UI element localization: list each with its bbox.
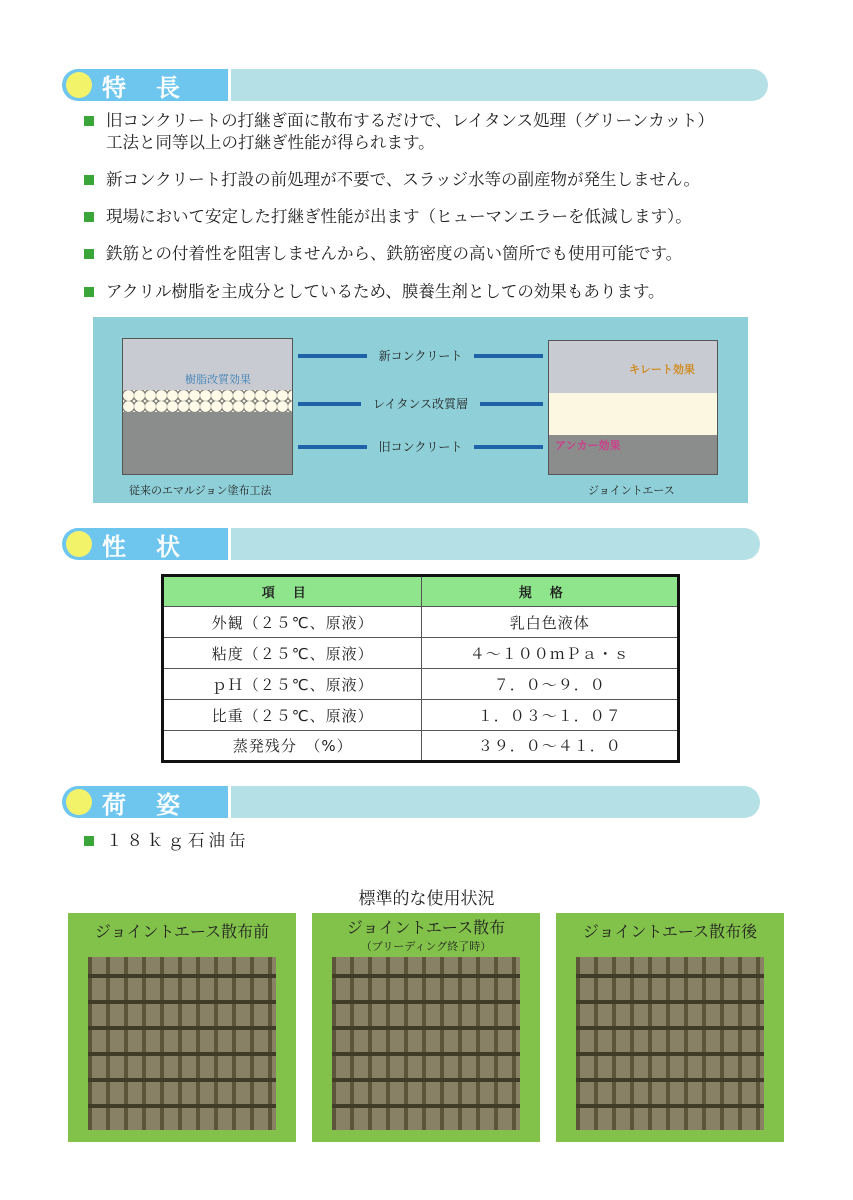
properties-table	[161, 574, 680, 763]
comparison-diagram	[93, 317, 748, 503]
packaging-text: １８ｋｇ石油缶	[106, 831, 250, 850]
feature-text: 鉄筋との付着性を阻害しませんから、鉄筋密度の高い箇所でも使用可能です。	[106, 244, 683, 263]
feature-item	[84, 243, 682, 265]
layer-new-concrete: 新コンクリート	[298, 347, 543, 364]
layer-laitance: レイタンス改質層	[298, 395, 543, 412]
jointace-panel	[548, 340, 718, 475]
packaging-item	[84, 830, 250, 852]
feature-item	[84, 110, 714, 154]
header-item: 項目	[163, 576, 422, 607]
usage-title: 標準的な使用状況	[358, 889, 495, 909]
rebar-photo	[576, 957, 764, 1130]
table-row	[163, 700, 679, 731]
right-caption: ジョイントエース	[588, 484, 675, 497]
feature-text: アクリル樹脂を主成分としているため、膜養生剤としての効果もあります。	[106, 282, 665, 301]
cell: 比重（２５℃、原液）	[163, 700, 422, 731]
circle-icon	[66, 789, 92, 815]
section-header-packaging	[62, 786, 760, 818]
section-title: 特長	[102, 73, 210, 102]
left-caption: 従来のエマルジョン塗布工法	[129, 484, 272, 497]
resin-effect-label: 樹脂改質効果	[185, 373, 251, 386]
feature-text: 新コンクリート打設の前処理が不要で、スラッジ水等の副産物が発生しません。	[106, 170, 700, 189]
feature-item	[84, 281, 665, 303]
header-spec: 規格	[422, 576, 679, 607]
bullet-icon	[84, 116, 94, 126]
feature-item	[84, 169, 700, 191]
bullet-icon	[84, 287, 94, 297]
table-row	[163, 731, 679, 762]
section-title: 性状	[102, 532, 210, 561]
feature-text: 現場において安定した打継ぎ性能が出ます（ヒューマンエラーを低減します）。	[106, 207, 692, 226]
section-header-properties	[62, 528, 760, 560]
rebar-photo	[332, 957, 520, 1130]
feature-item	[84, 206, 692, 228]
table-row	[163, 669, 679, 700]
feature-text: 工法と同等以上の打継ぎ性能が得られます。	[106, 133, 435, 152]
cell: ７．０～９．０	[422, 669, 679, 700]
photo-before	[68, 913, 296, 1142]
circle-icon	[66, 531, 92, 557]
table-row	[163, 607, 679, 638]
chelate-effect-label: キレート効果	[629, 363, 695, 376]
cell: 粘度（２５℃、原液）	[163, 638, 422, 669]
feature-text: 旧コンクリートの打継ぎ面に散布するだけで、レイタンス処理（グリーンカット）	[106, 111, 715, 130]
cell: ４～１００ｍＰａ・ｓ	[422, 638, 679, 669]
photo-caption: ジョイントエース散布	[346, 918, 506, 937]
rebar-photo	[88, 957, 276, 1130]
layer-old-concrete: 旧コンクリート	[298, 438, 543, 455]
cell: 外観（２５℃、原液）	[163, 607, 422, 638]
photo-caption: ジョイントエース散布後	[582, 922, 758, 941]
photo-subcaption: （ブリーディング終了時）	[360, 940, 492, 953]
conventional-panel	[122, 338, 293, 475]
table-row	[163, 638, 679, 669]
cell: 蒸発残分 （%）	[163, 731, 422, 762]
section-title: 荷姿	[102, 790, 210, 819]
bullet-icon	[84, 249, 94, 259]
photo-during	[312, 913, 540, 1142]
cell: 乳白色液体	[422, 607, 679, 638]
bullet-icon	[84, 212, 94, 222]
cell: １．０３～１．０７	[422, 700, 679, 731]
photo-after	[556, 913, 784, 1142]
cell: ｐＨ（２５℃、原液）	[163, 669, 422, 700]
section-header-features	[62, 69, 768, 101]
bullet-icon	[84, 175, 94, 185]
cell: ３９．０～４１．０	[422, 731, 679, 762]
photo-caption: ジョイントエース散布前	[94, 922, 270, 941]
bullet-icon	[84, 836, 94, 846]
circle-icon	[66, 72, 92, 98]
anchor-effect-label: アンカー効果	[555, 439, 621, 452]
